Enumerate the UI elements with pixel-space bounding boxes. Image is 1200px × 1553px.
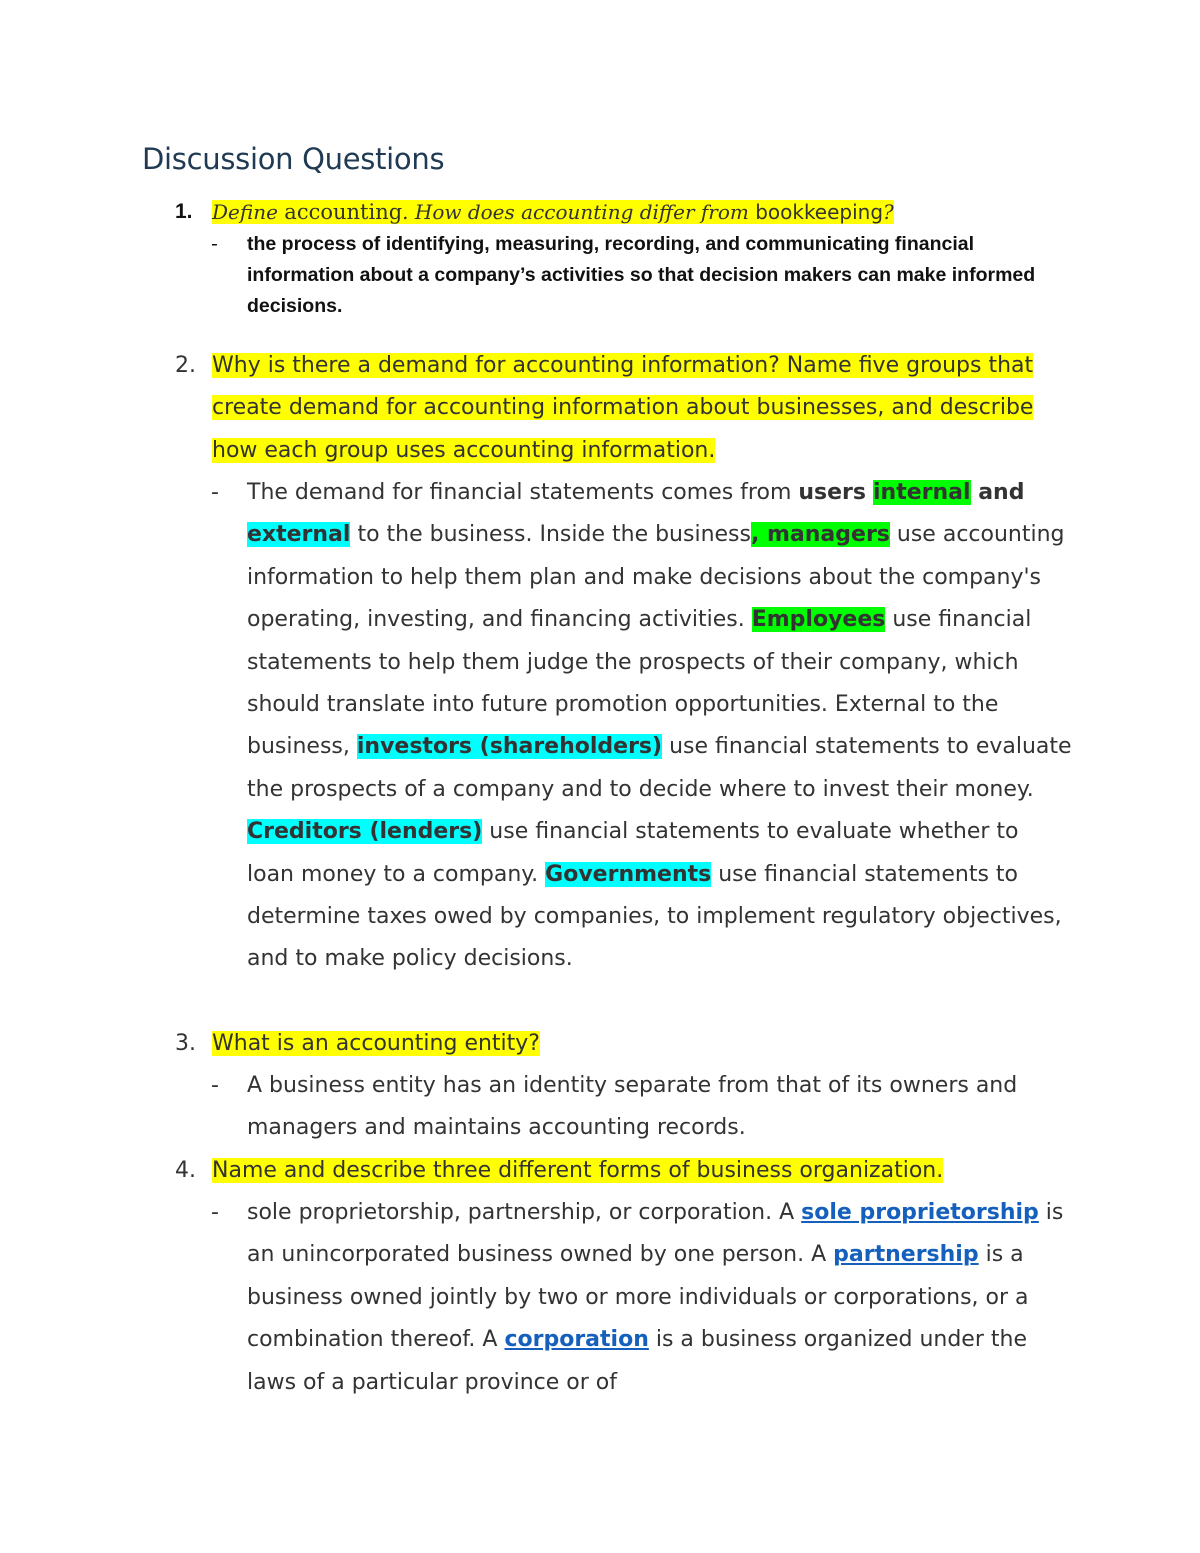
q3-number: 3. <box>175 1031 196 1056</box>
q4-number: 4. <box>175 1158 196 1183</box>
q2-question: Why is there a demand for accounting information? Name five groups that create demand for accounting information about businesses, and describe how each group uses accounting information. <box>212 353 1034 463</box>
term-managers: , managers <box>750 522 890 548</box>
term-external: external <box>247 522 351 548</box>
q4-question: Name and describe three different forms of business organization. <box>212 1158 944 1183</box>
term-creditors: Creditors (lenders) <box>247 819 483 845</box>
q2-answer: The demand for financial statements comes from users internal and external to the business. Inside the business, managers use accounting information to help them plan and make decisions about the company's operating, investing, and financing activities. Employees use financial statements to help them judge the prospects of their company, which should translate into future promotion opportunities. External to the business, investors (shareholders) use financial statements to evaluate the prospects of a company and to decide where to invest their money. Creditors (lenders) use financial statements to evaluate whether to loan money to a company. Governments use financial statements to determine taxes owed by companies, to implement regulatory objectives, and to make policy decisions. <box>247 480 1072 972</box>
term-investors: investors (shareholders) <box>356 734 663 760</box>
term-internal: internal <box>873 480 971 505</box>
q4-bullet: - <box>211 1200 219 1225</box>
link-corporation[interactable]: corporation <box>504 1327 649 1353</box>
q1-bullet: - <box>211 233 218 255</box>
link-partnership[interactable]: partnership <box>833 1242 979 1268</box>
q1-answer: the process of identifying, measuring, recording, and communicating financial information about a company’s activities so that decision makers can make informed decisions. <box>247 233 1036 317</box>
q3-bullet: - <box>211 1073 219 1098</box>
term-governments: Governments <box>545 861 712 887</box>
q2-bullet: - <box>211 480 219 505</box>
q1-number: 1. <box>175 200 193 223</box>
q3-answer: A business entity has an identity separate from that of its owners and managers and maintains accounting records. <box>247 1073 1018 1141</box>
q3-question: What is an accounting entity? <box>212 1031 540 1056</box>
q1-question: Define accounting. How does accounting differ from bookkeeping? <box>212 200 894 224</box>
q2-number: 2. <box>175 353 196 378</box>
page-title: Discussion Questions <box>142 142 445 176</box>
term-users: users <box>798 480 866 505</box>
q4-answer: sole proprietorship, partnership, or corporation. A sole proprietorship is an unincorporated business owned by one person. A partnership is a business owned jointly by two or more individuals or corporations, or a combination thereof. A corporation is a business organized under the laws of a particular province or of <box>247 1200 1064 1395</box>
term-employees: Employees <box>751 607 886 633</box>
link-sole-proprietorship[interactable]: sole proprietorship <box>801 1200 1039 1225</box>
